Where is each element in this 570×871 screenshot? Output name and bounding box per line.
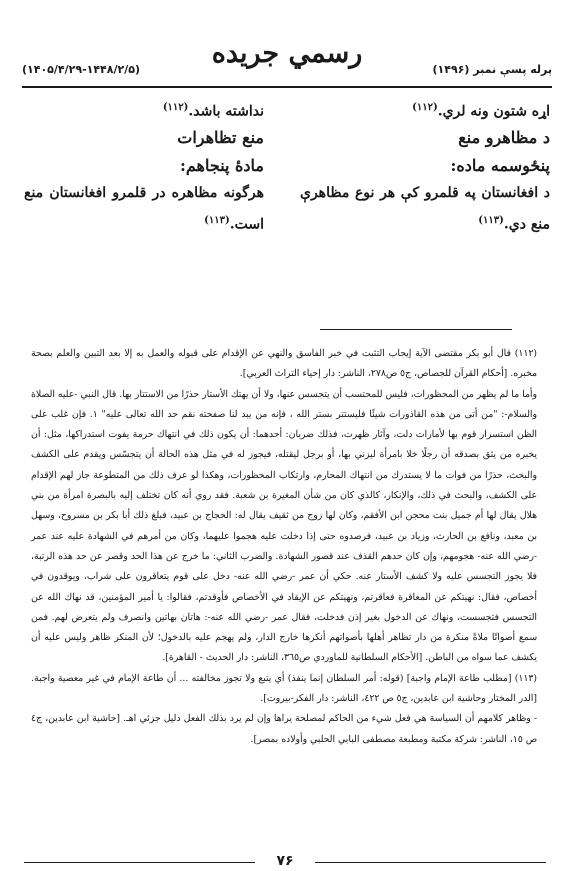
- pashto-article-title: پنځوسمه ماده:: [450, 155, 550, 175]
- pashto-footnote-ref-113: (۱۱۳): [478, 214, 504, 226]
- dari-continuation: [24, 96, 264, 124]
- gazette-title: رسمي جريده: [211, 38, 363, 69]
- footnote-113: (١١٣) [مطلب طاعة الإمام واجبة] (قوله: أمر السلطان إنما ينفذ) أي يتبع ولا تجوز مخالفته ... أن طاعة الإمام في غير معصية واجبة. [الدر المختار وحاشية ابن عابدين، ج٥ ص ٤٢٢، الناشر: دار الفكر-بيروت].: [31, 672, 537, 705]
- pashto-heading: د مظاهرو منع: [458, 127, 550, 147]
- gazette-date: (۱۴۰۵/۴/۲۹-۱۴۴۸/۲/۵): [22, 63, 140, 76]
- page-header: [22, 34, 552, 84]
- pashto-column: [300, 96, 550, 238]
- dari-article-title: مادهٔ پنجاهم:: [180, 155, 264, 175]
- pashto-continuation-text: اړه شتون ونه لري.: [437, 103, 550, 120]
- dari-continuation-text: نداشته باشد.: [188, 103, 264, 120]
- page-number: ۷۶: [255, 852, 315, 871]
- footnote-112: (١١٢) قال أبو بكر مقتضى الآية إيجاب التثبت في خبر الفاسق والنهي عن الإقدام على قبوله والعمل به إلا بعد التبين والعلم بصحة مخبره. [أحكام القرآن للجصاص، ج٥ ص٢٧٨، الناشر: دار إحياء التراث العربي].: [31, 348, 537, 380]
- pashto-article-body: د افغانستان په قلمرو کې هر نوع مظاهرې منع دي.: [300, 184, 550, 233]
- footnote-112-continued: وأما ما لم يظهر من المحظورات، فليس للمحتسب أن يتجسس عنها، ولا أن يهتك الأستار حذرًا من الاستتار بها. قال النبي -عليه الصلاة والسلام-: "من أتى من هذه القاذورات شيئًا فليستتر بستر الله ، فإنه من يبد لنا صفحته نقم حد الله تعالى عليه" ١. فإن غلب على الظن استسرار قوم بها لأمارات دلت، وآثار ظهرت، فذلك ضربان: أحدهما: أن يكون ذلك في انتهاك حرمة يفوت استدراكها، مثل: أن يخبره من يثق بصدقه أن رجلًا خلا بامرأة ليزني بها، أو برجل ليقتله، فيجوز له في مثل هذه الحالة أن يتجسّس ويقدم على الكشف والبحث، حذرًا من فوات ما لا يستدرك من انتهاك المحارم، وارتكاب المحظورات، وهكذا لو عرف ذلك من المتطوعة جاز لهم الإقدام على الكشف، والبحث في ذلك، والإنكار، كالذي كان من شأن المغيرة بن شعبة. فقد روي أنه كان تختلف إليه بالبصرة امرأة من بني هلال يقال لها أم جميل بنت محجن ابن الأفقم، وكان لها زوج من ثقيف يقال له: الحجاج بن عبيد، فبلغ ذلك أبا بكر بن مسروح، وسهل بن معبد، ونافع بن الحارث، وزياد بن عبيد، فرصدوه حتى إذا دخلت عليه هجموا عليهما، وكان من أمرهم في الشهادة عليه عند عمر -رضي الله عنه- هجومهم، وإن كان حدهم القذف عند قصور الشهادة. والضرب الثاني: ما خرج عن هذا الحد وقصر عن حد هذه الرتبة، فلا يجوز التجسس عليه ولا كشف الأستار عنه. حكي أن عمر -رضي الله عنه- دخل على قوم يتعاقرون على شراب، ويوقدون في أخصاص، فقال: نهيتكم عن المعاقرة فعاقرتم، ونهيتكم عن الإيقاد في الأخصاص فأوقدتم، فقالوا: يا أمير المؤمنين، قد نهاك الله عن التجسس فتجسست، ونهاك عن الدخول بغير إذن فدخلت، فقال عمر -رضي الله عنه-: هاتان بهاتين وانصرف ولم يتعرض لهم. فمن سمع أصواتًا ملاةً منكرة من دار تظاهر أهلها بأصواتهم أنكرها خارج الدار، ولم يهجم عليه بالدخول؛ لأن المنكر ظاهر وليس عليه أن يكشف عما سواه من الباطن. [الأحكام السلطانية للماوردي ص٣٦٥، الناشر: دار الحديث - القاهرة].: [31, 388, 538, 664]
- pashto-article-text: [300, 180, 550, 239]
- dari-article-body: هرگونه مظاهره در قلمرو افغانستان منع است.: [24, 184, 264, 233]
- dari-heading: منع تظاهرات: [177, 127, 264, 147]
- dari-footnote-ref-112: (۱۱۲): [162, 102, 189, 113]
- dari-footnote-ref-113: (۱۱۳): [204, 214, 230, 226]
- gazette-serial: پرله پسې نمبر (۱۴۹۶): [432, 63, 552, 76]
- pashto-continuation: [300, 96, 550, 124]
- dari-article-text: [24, 180, 264, 239]
- footnotes: [31, 344, 537, 750]
- footnote-113-continued: - وظاهر كلامهم أن السياسة هي فعل شيء من الحاكم لمصلحة يراها وإن لم يرد بذلك الفعل دليل جزئي اهـ. [حاشية ابن عابدين، ج٤ ص ١٥، الناشر: شركة مكتبة ومطبعة مصطفى البابي الحلبي وأولاده بمصر].: [31, 713, 537, 745]
- pashto-footnote-ref-112: (۱۱۲): [412, 102, 438, 113]
- header-divider: [22, 86, 552, 88]
- dari-column: [24, 96, 264, 238]
- footnote-divider: [320, 329, 512, 330]
